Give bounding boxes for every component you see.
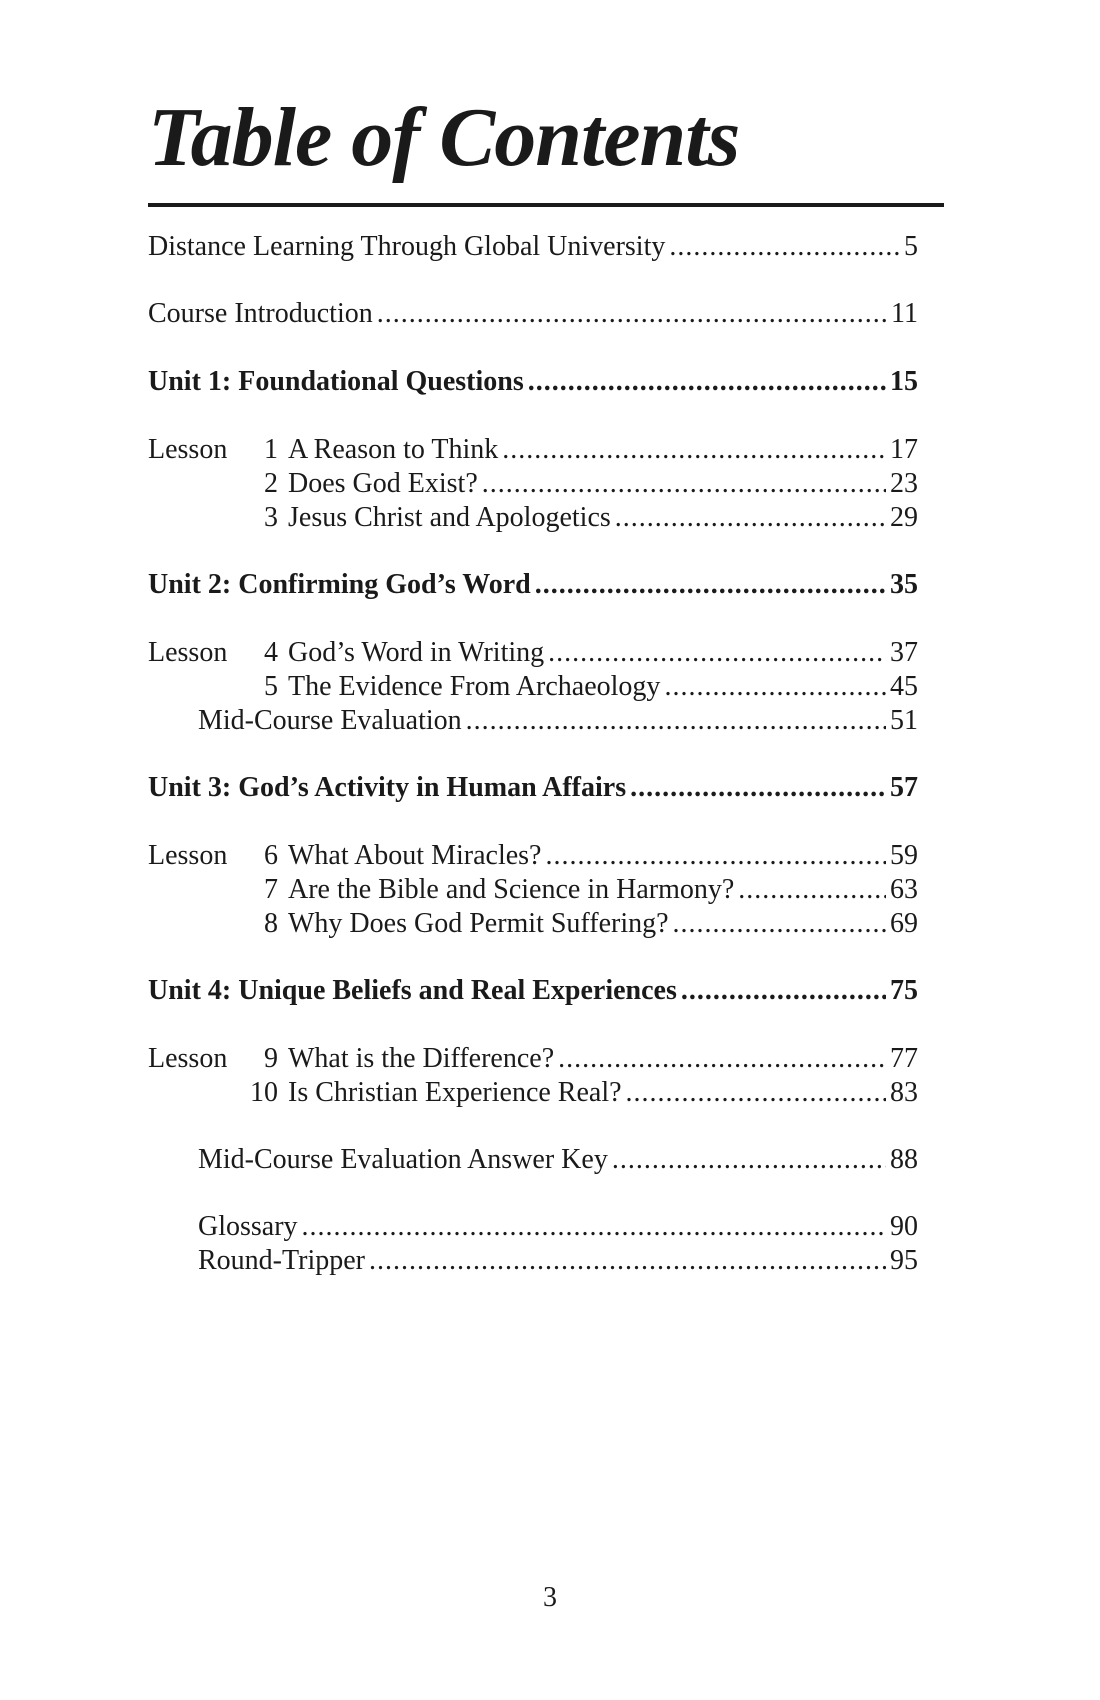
dot-leader [377, 296, 887, 332]
dot-leader [626, 1075, 886, 1111]
toc-lesson-5[interactable] [148, 669, 918, 705]
page-title: Table of Contents [148, 91, 740, 184]
lesson-title: A Reason to Think [288, 434, 499, 465]
lesson-prefix: Lesson [148, 637, 228, 668]
toc-page-number: 83 [890, 1077, 918, 1108]
toc-page-number: 51 [890, 705, 918, 736]
toc-unit-title: Unit 1: Foundational Questions [148, 366, 524, 397]
lesson-prefix: Lesson [148, 434, 228, 465]
toc-page-number: 59 [890, 840, 918, 871]
toc-lesson-1[interactable] [148, 432, 918, 468]
toc-lesson-6[interactable] [148, 838, 918, 874]
toc-lesson-2[interactable] [148, 466, 918, 502]
dot-leader [535, 567, 886, 603]
page-number: 3 [543, 1582, 557, 1613]
toc-entry-title: Glossary [198, 1211, 298, 1242]
dot-leader [545, 838, 886, 874]
lesson-title: What is the Difference? [288, 1043, 555, 1074]
lesson-number: 2 [264, 468, 278, 499]
toc-page-number: 15 [890, 366, 918, 397]
toc-entry-answer-key[interactable] [148, 1142, 918, 1178]
toc-unit-1[interactable] [148, 364, 918, 400]
toc-entry-title: Mid-Course Evaluation Answer Key [198, 1144, 608, 1175]
toc-page-number: 23 [890, 468, 918, 499]
toc-unit-2[interactable] [148, 567, 918, 603]
toc-page-number: 57 [890, 772, 918, 803]
toc-entry-title: Mid-Course Evaluation [198, 705, 462, 736]
toc-entry-title: Course Introduction [148, 298, 373, 329]
toc-entry-course-introduction[interactable] [148, 296, 918, 332]
toc-lesson-10[interactable] [148, 1075, 918, 1111]
lesson-title: Does God Exist? [288, 468, 478, 499]
dot-leader [502, 432, 886, 468]
lesson-number: 6 [264, 840, 278, 871]
toc-page-number: 90 [890, 1211, 918, 1242]
lesson-number: 9 [264, 1043, 278, 1074]
toc-page-number: 77 [890, 1043, 918, 1074]
lesson-number: 8 [264, 908, 278, 939]
toc-unit-4[interactable] [148, 973, 918, 1009]
dot-leader [548, 635, 886, 671]
lesson-number: 7 [264, 874, 278, 905]
dot-leader [630, 770, 886, 806]
toc-page-number: 95 [890, 1245, 918, 1276]
toc-entry-title: Distance Learning Through Global University [148, 231, 666, 262]
lesson-number: 4 [264, 637, 278, 668]
toc-entry-distance-learning[interactable] [148, 229, 918, 265]
lesson-title: Are the Bible and Science in Harmony? [288, 874, 735, 905]
title-divider [148, 203, 944, 207]
dot-leader [558, 1041, 886, 1077]
toc-page-number: 63 [890, 874, 918, 905]
lesson-number: 1 [264, 434, 278, 465]
toc-page-number: 5 [904, 231, 918, 262]
toc-page-number: 69 [890, 908, 918, 939]
toc-page-number: 35 [890, 569, 918, 600]
toc-page-number: 11 [891, 298, 918, 329]
dot-leader [528, 364, 886, 400]
lesson-title: Why Does God Permit Suffering? [288, 908, 669, 939]
toc-page-number: 17 [890, 434, 918, 465]
dot-leader [302, 1209, 886, 1245]
dot-leader [669, 229, 900, 265]
toc-page-number: 75 [890, 975, 918, 1006]
lesson-title: The Evidence From Archaeology [288, 671, 661, 702]
toc-lesson-4[interactable] [148, 635, 918, 671]
lesson-number: 10 [250, 1077, 278, 1108]
lesson-prefix: Lesson [148, 1043, 228, 1074]
dot-leader [466, 703, 886, 739]
dot-leader [738, 872, 886, 908]
toc-unit-title: Unit 4: Unique Beliefs and Real Experiences [148, 975, 677, 1006]
toc-unit-title: Unit 2: Confirming God’s Word [148, 569, 531, 600]
lesson-number: 5 [264, 671, 278, 702]
toc-unit-title: Unit 3: God’s Activity in Human Affairs [148, 772, 627, 803]
lesson-title: What About Miracles? [288, 840, 542, 871]
lesson-title: God’s Word in Writing [288, 637, 545, 668]
toc-entry-title: Round-Tripper [198, 1245, 365, 1276]
toc-page-number: 29 [890, 502, 918, 533]
toc-lesson-7[interactable] [148, 872, 918, 908]
dot-leader [615, 500, 886, 536]
toc-entry-round-tripper[interactable] [148, 1243, 918, 1279]
toc-page-number: 37 [890, 637, 918, 668]
toc-lesson-3[interactable] [148, 500, 918, 536]
lesson-title: Jesus Christ and Apologetics [288, 502, 611, 533]
lesson-title: Is Christian Experience Real? [288, 1077, 622, 1108]
dot-leader [369, 1243, 886, 1279]
dot-leader [681, 973, 886, 1009]
dot-leader [612, 1142, 886, 1178]
lesson-number: 3 [264, 502, 278, 533]
toc-lesson-8[interactable] [148, 906, 918, 942]
dot-leader [664, 669, 886, 705]
toc-lesson-9[interactable] [148, 1041, 918, 1077]
toc-page-number: 88 [890, 1144, 918, 1175]
toc-entry-mid-course-evaluation[interactable] [148, 703, 918, 739]
dot-leader [673, 906, 886, 942]
toc-page-number: 45 [890, 671, 918, 702]
toc-entry-glossary[interactable] [148, 1209, 918, 1245]
toc-unit-3[interactable] [148, 770, 918, 806]
dot-leader [482, 466, 886, 502]
lesson-prefix: Lesson [148, 840, 228, 871]
